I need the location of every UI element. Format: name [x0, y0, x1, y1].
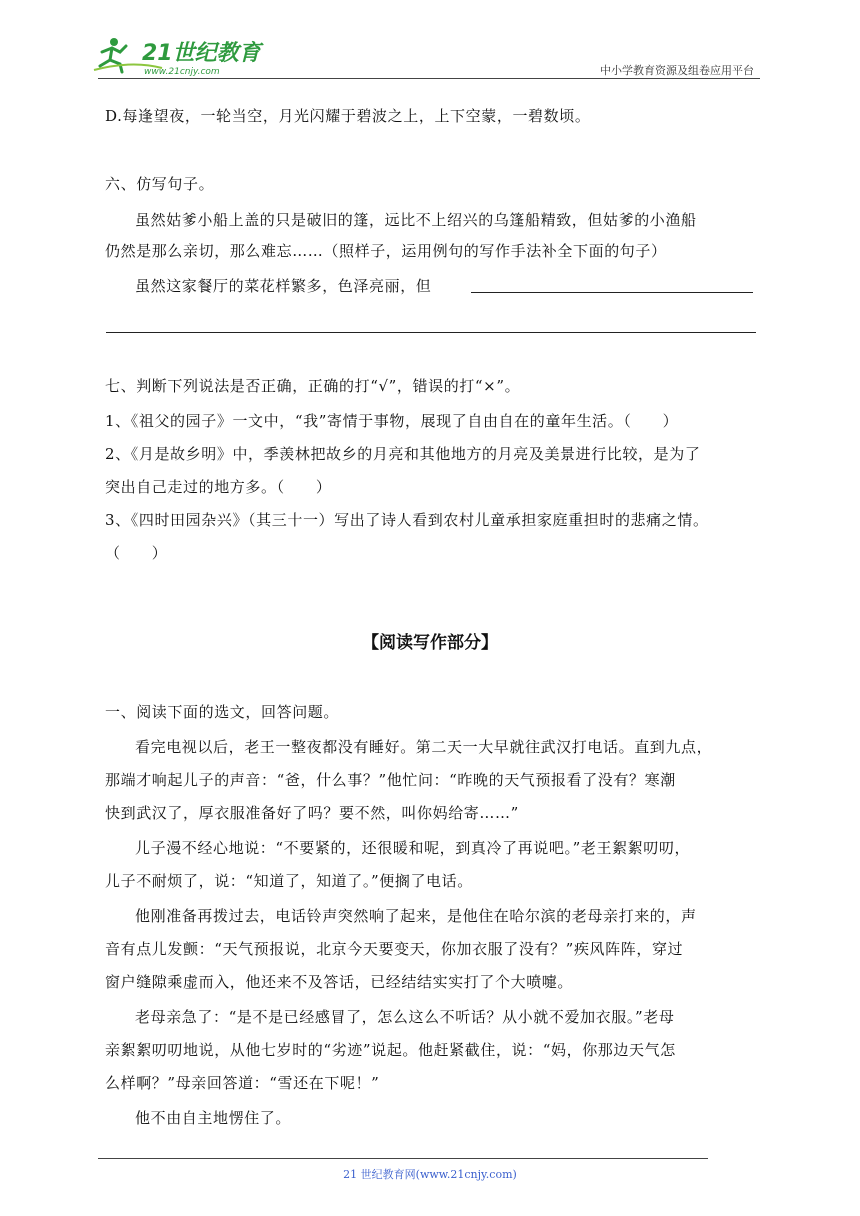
answer-blank-1[interactable]: [471, 292, 753, 293]
answer-blank-2[interactable]: [106, 332, 756, 333]
passage-line: 音有点儿发颤：“天气预报说，北京今天要变天，你加衣服了没有？”疾风阵阵，穿过: [105, 940, 684, 958]
passage-line: 儿子漫不经心地说：“不要紧的，还很暖和呢，到真冷了再说吧。”老王絮絮叨叨，: [135, 839, 691, 857]
judge-item-1: 1、《祖父的园子》一文中，“我”寄情于事物，展现了自由自在的童年生活。（ ）: [105, 412, 679, 430]
page-header: [92, 30, 760, 80]
judge-item-3-line2: （ ）: [105, 544, 168, 562]
section-title: 【阅读写作部分】: [362, 633, 498, 653]
passage-line: 儿子不耐烦了，说：“知道了，知道了。”便搁了电话。: [105, 872, 473, 890]
option-d: D.每逢望夜，一轮当空，月光闪耀于碧波之上，上下空蒙，一碧数顷。: [105, 107, 591, 125]
passage-line: 亲絮絮叨叨地说，从他七岁时的“劣迹”说起。他赶紧截住，说：“妈，你那边天气怎: [105, 1041, 676, 1059]
example-sentence-line1: 虽然姑爹小船上盖的只是破旧的篷，远比不上绍兴的乌篷船精致，但姑爹的小渔船: [135, 211, 697, 229]
passage-line: 他刚准备再拨过去，电话铃声突然响了起来，是他住在哈尔滨的老母亲打来的，声: [135, 907, 697, 925]
example-sentence-line2: 仍然是那么亲切，那么难忘……（照样子，运用例句的写作手法补全下面的句子）: [105, 242, 667, 260]
passage-line: 快到武汉了，厚衣服准备好了吗？要不然，叫你妈给寄……”: [105, 804, 519, 822]
section-seven-heading: 七、判断下列说法是否正确，正确的打“√”，错误的打“×”。: [105, 377, 521, 395]
footer-divider: [98, 1158, 708, 1159]
passage-line: 窗户缝隙乘虚而入，他还来不及答话，已经结结实实打了个大喷嚏。: [105, 973, 574, 991]
svg-text:www.21cnjy.com: www.21cnjy.com: [144, 67, 220, 77]
section-six-heading: 六、仿写句子。: [105, 175, 215, 193]
judge-item-3-line1: 3、《四时田园杂兴》（其三十一）写出了诗人看到农村儿童承担家庭重担时的悲痛之情。: [105, 511, 709, 529]
reading-heading: 一、阅读下面的选文，回答问题。: [105, 703, 340, 721]
judge-item-2-line1: 2、《月是故乡明》中，季羡林把故乡的月亮和其他地方的月亮及美景进行比较，是为了: [105, 445, 701, 463]
imitation-prompt: 虽然这家餐厅的菜花样繁多，色泽亮丽，但: [135, 277, 432, 295]
platform-name: 中小学教育资源及组卷应用平台: [600, 64, 754, 77]
passage-line: 他不由自主地愣住了。: [135, 1109, 292, 1127]
svg-text:21世纪教育: 21世纪教育: [142, 41, 261, 66]
passage-line: 那端才响起儿子的声音：“爸，什么事？”他忙问：“昨晚的天气预报看了没有？寒潮: [105, 771, 676, 789]
header-divider: [98, 78, 760, 79]
passage-line: 么样啊？”母亲回答道：“雪还在下呢！”: [105, 1074, 380, 1092]
passage-line: 老母亲急了：“是不是已经感冒了，怎么这么不听话？从小就不爱加衣服。”老母: [135, 1008, 675, 1026]
logo: [92, 34, 282, 78]
footer-link[interactable]: 21 世纪教育网(www.21cnjy.com): [343, 1168, 517, 1181]
passage-line: 看完电视以后，老王一整夜都没有睡好。第二天一大早就往武汉打电话。直到九点，: [135, 738, 713, 756]
judge-item-2-line2: 突出自己走过的地方多。（ ）: [105, 478, 332, 496]
